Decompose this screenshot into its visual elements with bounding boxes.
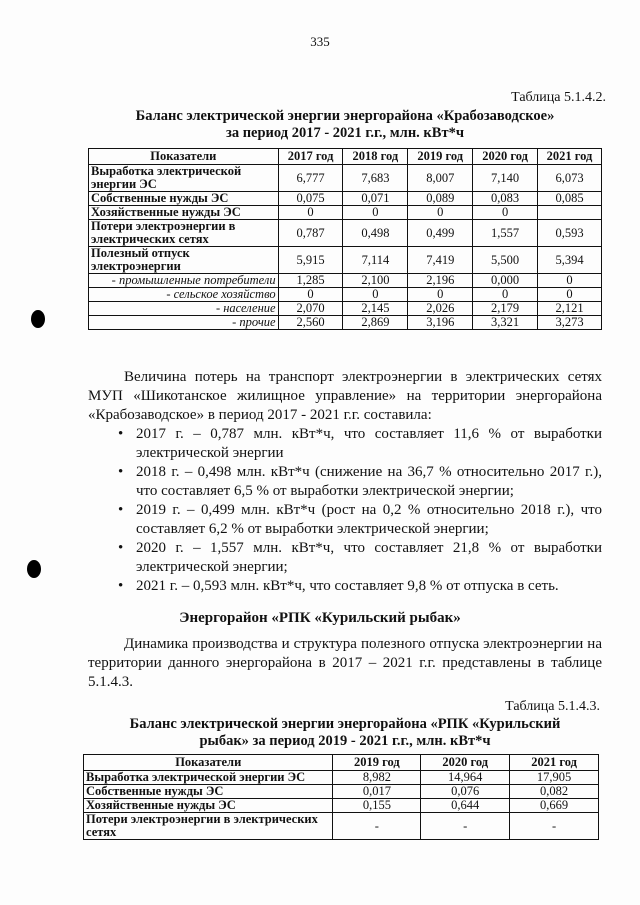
cell-value: 0,593 [538, 220, 602, 247]
cell-value [538, 206, 602, 220]
cell-value: 0,071 [343, 192, 408, 206]
column-header-year: 2020 год [473, 149, 538, 165]
cell-value: 2,100 [343, 274, 408, 288]
cell-value: 2,121 [538, 302, 602, 316]
cell-value: 0,017 [333, 785, 421, 799]
section-paragraph: Динамика производства и структура полезного отпуска электроэнергии на территории данного энергорайона в 2017 – 2021 г.г. представлены в таблице 5.1.4.3. [88, 636, 602, 690]
list-item-text: 2019 г. – 0,499 млн. кВт*ч (рост на 0,2 % относительно 2018 г.), что составляет 6,2 % от выработки электрической энергии; [136, 502, 602, 537]
row-label: Собственные нужды ЭС [84, 785, 333, 799]
list-item-text: 2018 г. – 0,498 млн. кВт*ч (снижение на 36,7 % относительно 2017 г.), что составляет 6,5 % от выработки электрической энергии; [136, 464, 602, 499]
cell-value: 1,557 [473, 220, 538, 247]
cell-value: 0,082 [510, 785, 599, 799]
cell-value: 0 [278, 288, 343, 302]
page-number: 335 [310, 34, 330, 49]
table-row [84, 813, 599, 840]
row-label: - население [89, 302, 279, 316]
cell-value: 6,777 [278, 165, 343, 192]
cell-value: 0,076 [421, 785, 510, 799]
list-item [110, 425, 602, 463]
cell-value: 0 [538, 288, 602, 302]
column-header-year: 2019 год [333, 755, 421, 771]
cell-value: 0,644 [421, 799, 510, 813]
table2-title [90, 716, 600, 750]
cell-value: 5,500 [473, 247, 538, 274]
bullet-icon: • [118, 426, 124, 442]
table-row [89, 274, 602, 288]
cell-value: 2,026 [408, 302, 473, 316]
cell-value: 0,089 [408, 192, 473, 206]
cell-value: 5,915 [278, 247, 343, 274]
table-row [89, 220, 602, 247]
row-label: - прочие [89, 316, 279, 330]
cell-value: 5,394 [538, 247, 602, 274]
cell-value: 0 [343, 288, 408, 302]
table-row [89, 302, 602, 316]
section-heading: Энергорайон «РПК «Курильский рыбак» [179, 610, 461, 626]
punch-hole [31, 310, 45, 328]
cell-value: 7,683 [343, 165, 408, 192]
bullet-icon: • [118, 502, 124, 518]
row-label: Полезный отпуск электроэнергии [89, 247, 279, 274]
cell-value: 0,000 [473, 274, 538, 288]
cell-value: 0,499 [408, 220, 473, 247]
table2 [83, 754, 599, 840]
column-header-year: 2021 год [510, 755, 599, 771]
cell-value: 2,070 [278, 302, 343, 316]
cell-value: 0,498 [343, 220, 408, 247]
column-header-year: 2020 год [421, 755, 510, 771]
table-row [89, 165, 602, 192]
table-row [84, 785, 599, 799]
table-row [89, 316, 602, 330]
table1-header-row [89, 149, 602, 165]
list-item [110, 463, 602, 501]
list-item [110, 539, 602, 577]
cell-value: 1,285 [278, 274, 343, 288]
row-label: Потери электроэнергии в электрических сетях [89, 220, 279, 247]
cell-value: 17,905 [510, 771, 599, 785]
row-label: Потери электроэнергии в электрических сетях [84, 813, 333, 840]
bullet-icon: • [118, 464, 124, 480]
cell-value: 0 [473, 206, 538, 220]
cell-value: - [510, 813, 599, 840]
table-row [89, 247, 602, 274]
column-header-year: 2018 год [343, 149, 408, 165]
table2-title-line2: рыбак» за период 2019 - 2021 г.г., млн. кВт*ч [199, 733, 491, 749]
table-row [89, 206, 602, 220]
cell-value: 0,669 [510, 799, 599, 813]
cell-value: 3,273 [538, 316, 602, 330]
list-item-text: 2021 г. – 0,593 млн. кВт*ч, что составляет 9,8 % от отпуска в сеть. [136, 578, 559, 594]
cell-value: 2,196 [408, 274, 473, 288]
table-row [89, 288, 602, 302]
bullet-icon: • [118, 578, 124, 594]
table2-header-row [84, 755, 599, 771]
list-item-text: 2017 г. – 0,787 млн. кВт*ч, что составляет 11,6 % от выработки электрической энергии [136, 426, 602, 461]
cell-value: 8,007 [408, 165, 473, 192]
cell-value: 0,155 [333, 799, 421, 813]
table2-caption: Таблица 5.1.4.3. [505, 699, 600, 714]
row-label: - сельское хозяйство [89, 288, 279, 302]
column-header-year: 2019 год [408, 149, 473, 165]
cell-value: - [421, 813, 510, 840]
cell-value: 0 [278, 206, 343, 220]
cell-value: 0,083 [473, 192, 538, 206]
row-label: - промышленные потребители [89, 274, 279, 288]
bullet-icon: • [118, 540, 124, 556]
column-header-indicator: Показатели [84, 755, 333, 771]
cell-value: 14,964 [421, 771, 510, 785]
cell-value: 6,073 [538, 165, 602, 192]
cell-value: 0 [408, 288, 473, 302]
row-label: Выработка электрической энергии ЭС [89, 165, 279, 192]
intro-paragraph: Величина потерь на транспорт электроэнергии в электрических сетях МУП «Шикотанское жилищное управление» на территории энергорайона «Крабозаводское» в период 2017 - 2021 г.г. составила: [88, 369, 602, 423]
list-item-text: 2020 г. – 1,557 млн. кВт*ч, что составляет 21,8 % от выработки электрической энергии; [136, 540, 602, 575]
cell-value: 2,145 [343, 302, 408, 316]
table1 [88, 148, 602, 330]
cell-value: 0,075 [278, 192, 343, 206]
column-header-indicator: Показатели [89, 149, 279, 165]
row-label: Собственные нужды ЭС [89, 192, 279, 206]
losses-bullet-list [110, 425, 602, 596]
cell-value: 7,114 [343, 247, 408, 274]
cell-value: 2,179 [473, 302, 538, 316]
column-header-year: 2017 год [278, 149, 343, 165]
cell-value: 3,321 [473, 316, 538, 330]
cell-value: 2,869 [343, 316, 408, 330]
row-label: Хозяйственные нужды ЭС [89, 206, 279, 220]
table1-title [90, 108, 600, 142]
cell-value: - [333, 813, 421, 840]
table-row [84, 771, 599, 785]
cell-value: 0 [473, 288, 538, 302]
cell-value: 0 [343, 206, 408, 220]
cell-value: 3,196 [408, 316, 473, 330]
row-label: Выработка электрической энергии ЭС [84, 771, 333, 785]
cell-value: 8,982 [333, 771, 421, 785]
table-row [84, 799, 599, 813]
table1-caption: Таблица 5.1.4.2. [511, 90, 606, 105]
table1-title-line2: за период 2017 - 2021 г.г., млн. кВт*ч [226, 125, 464, 141]
cell-value: 7,419 [408, 247, 473, 274]
cell-value: 0,085 [538, 192, 602, 206]
cell-value: 0,787 [278, 220, 343, 247]
punch-hole [27, 560, 41, 578]
table-row [89, 192, 602, 206]
table1-title-line1: Баланс электрической энергии энергорайона «Крабозаводское» [135, 108, 555, 124]
list-item [110, 577, 602, 596]
table2-title-line1: Баланс электрической энергии энергорайона «РПК «Курильский [129, 716, 561, 732]
cell-value: 2,560 [278, 316, 343, 330]
row-label: Хозяйственные нужды ЭС [84, 799, 333, 813]
list-item [110, 501, 602, 539]
column-header-year: 2021 год [538, 149, 602, 165]
cell-value: 0 [538, 274, 602, 288]
cell-value: 0 [408, 206, 473, 220]
cell-value: 7,140 [473, 165, 538, 192]
